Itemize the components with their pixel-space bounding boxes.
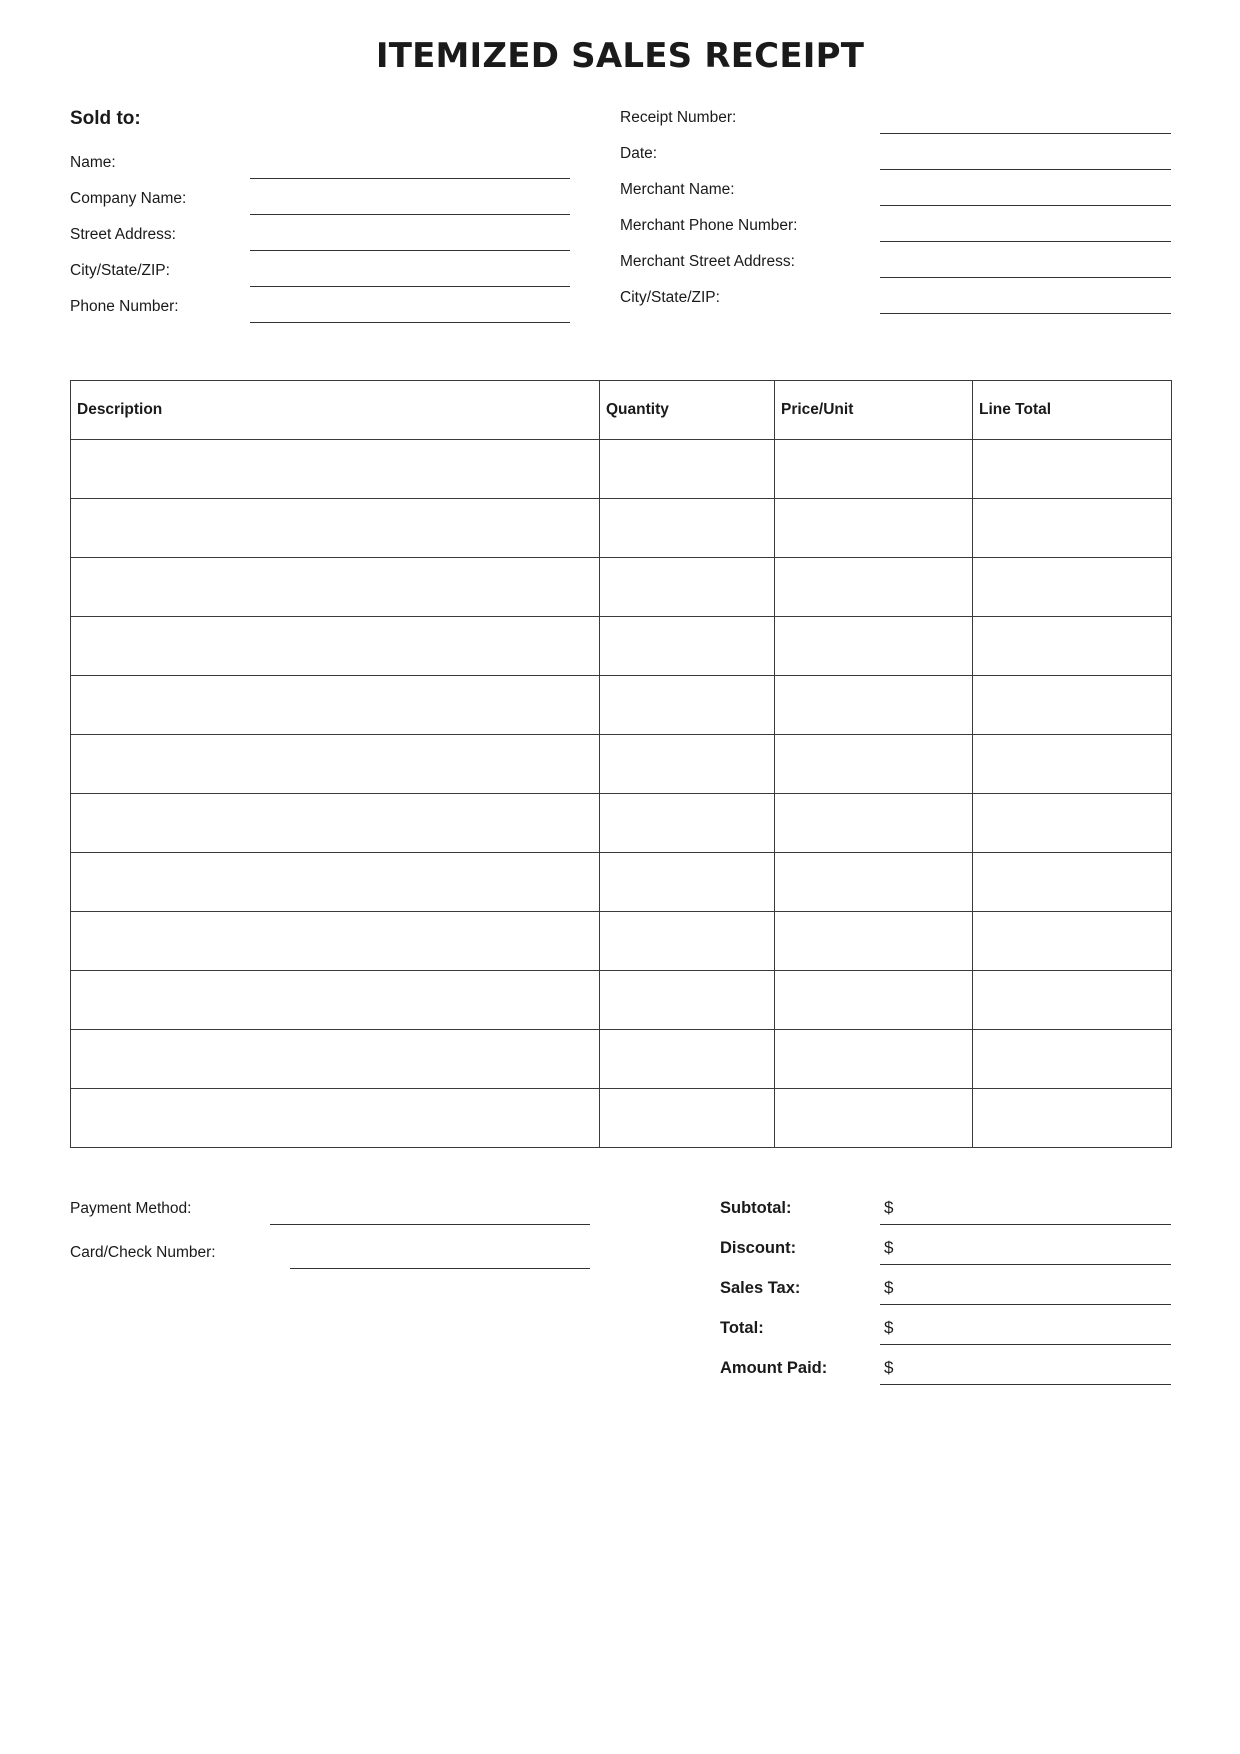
cell-quantity[interactable] <box>600 1030 775 1089</box>
cell-description[interactable] <box>71 440 600 499</box>
cell-price-unit[interactable] <box>775 1030 973 1089</box>
amount-paid-label: Amount Paid: <box>720 1359 828 1377</box>
total-label: Total: <box>720 1319 764 1337</box>
table-row <box>71 853 1172 912</box>
cell-quantity[interactable] <box>600 440 775 499</box>
sold-to-city-field[interactable] <box>250 286 570 287</box>
total-currency: $ <box>884 1318 894 1337</box>
sales-tax-currency: $ <box>884 1278 894 1297</box>
cell-price-unit[interactable] <box>775 735 973 794</box>
sold-to-city-label: City/State/ZIP: <box>70 262 170 279</box>
cell-price-unit[interactable] <box>775 499 973 558</box>
sold-to-name-field[interactable] <box>250 178 570 179</box>
merchant-phone-label: Merchant Phone Number: <box>620 217 798 234</box>
table-row <box>71 499 1172 558</box>
cell-price-unit[interactable] <box>775 617 973 676</box>
table-row <box>71 617 1172 676</box>
column-header-description: Description <box>71 381 600 440</box>
receipt-number-label: Receipt Number: <box>620 109 737 126</box>
column-header-price-unit: Price/Unit <box>775 381 973 440</box>
cell-line-total[interactable] <box>973 676 1172 735</box>
cell-quantity[interactable] <box>600 794 775 853</box>
cell-line-total[interactable] <box>973 735 1172 794</box>
table-row <box>71 1089 1172 1148</box>
cell-description[interactable] <box>71 499 600 558</box>
cell-line-total[interactable] <box>973 617 1172 676</box>
merchant-street-label: Merchant Street Address: <box>620 253 795 270</box>
sold-to-street-field[interactable] <box>250 250 570 251</box>
amount-paid-field[interactable] <box>880 1384 1171 1385</box>
cell-quantity[interactable] <box>600 971 775 1030</box>
discount-field[interactable] <box>880 1264 1171 1265</box>
cell-quantity[interactable] <box>600 499 775 558</box>
merchant-street-field[interactable] <box>880 277 1171 278</box>
cell-price-unit[interactable] <box>775 440 973 499</box>
merchant-name-label: Merchant Name: <box>620 181 735 198</box>
receipt-number-field[interactable] <box>880 133 1171 134</box>
cell-line-total[interactable] <box>973 1089 1172 1148</box>
cell-description[interactable] <box>71 853 600 912</box>
cell-line-total[interactable] <box>973 912 1172 971</box>
cell-price-unit[interactable] <box>775 558 973 617</box>
cell-line-total[interactable] <box>973 971 1172 1030</box>
cell-price-unit[interactable] <box>775 794 973 853</box>
cell-quantity[interactable] <box>600 676 775 735</box>
sold-to-company-field[interactable] <box>250 214 570 215</box>
merchant-city-label: City/State/ZIP: <box>620 289 720 306</box>
cell-description[interactable] <box>71 735 600 794</box>
subtotal-field[interactable] <box>880 1224 1171 1225</box>
receipt-title: ITEMIZED SALES RECEIPT <box>375 36 865 76</box>
table-row <box>71 1030 1172 1089</box>
cell-description[interactable] <box>71 912 600 971</box>
merchant-name-field[interactable] <box>880 205 1171 206</box>
items-table-header-row <box>71 381 1172 440</box>
table-row <box>71 440 1172 499</box>
cell-line-total[interactable] <box>973 499 1172 558</box>
cell-quantity[interactable] <box>600 912 775 971</box>
table-row <box>71 971 1172 1030</box>
cell-description[interactable] <box>71 1030 600 1089</box>
table-row <box>71 676 1172 735</box>
cell-description[interactable] <box>71 617 600 676</box>
table-row <box>71 735 1172 794</box>
table-row <box>71 794 1172 853</box>
cell-description[interactable] <box>71 558 600 617</box>
sold-to-phone-field[interactable] <box>250 322 570 323</box>
cell-price-unit[interactable] <box>775 853 973 912</box>
cell-price-unit[interactable] <box>775 1089 973 1148</box>
subtotal-label: Subtotal: <box>720 1199 792 1217</box>
sold-to-heading: Sold to: <box>70 108 141 129</box>
table-row <box>71 912 1172 971</box>
subtotal-currency: $ <box>884 1198 894 1217</box>
cell-quantity[interactable] <box>600 735 775 794</box>
cell-description[interactable] <box>71 794 600 853</box>
card-check-number-label: Card/Check Number: <box>70 1244 216 1261</box>
cell-description[interactable] <box>71 676 600 735</box>
sold-to-phone-label: Phone Number: <box>70 298 179 315</box>
column-header-line-total: Line Total <box>973 381 1172 440</box>
cell-line-total[interactable] <box>973 558 1172 617</box>
cell-line-total[interactable] <box>973 853 1172 912</box>
sold-to-street-label: Street Address: <box>70 226 176 243</box>
sold-to-company-label: Company Name: <box>70 190 187 207</box>
payment-method-label: Payment Method: <box>70 1200 192 1217</box>
sales-tax-field[interactable] <box>880 1304 1171 1305</box>
cell-line-total[interactable] <box>973 440 1172 499</box>
discount-currency: $ <box>884 1238 894 1257</box>
cell-description[interactable] <box>71 1089 600 1148</box>
date-field[interactable] <box>880 169 1171 170</box>
column-header-quantity: Quantity <box>600 381 775 440</box>
payment-method-field[interactable] <box>270 1224 590 1225</box>
cell-line-total[interactable] <box>973 1030 1172 1089</box>
sold-to-name-label: Name: <box>70 154 116 171</box>
cell-price-unit[interactable] <box>775 676 973 735</box>
discount-label: Discount: <box>720 1239 797 1257</box>
merchant-phone-field[interactable] <box>880 241 1171 242</box>
merchant-city-field[interactable] <box>880 313 1171 314</box>
cell-quantity[interactable] <box>600 558 775 617</box>
cell-price-unit[interactable] <box>775 912 973 971</box>
table-row <box>71 558 1172 617</box>
cell-quantity[interactable] <box>600 617 775 676</box>
cell-quantity[interactable] <box>600 1089 775 1148</box>
cell-price-unit[interactable] <box>775 971 973 1030</box>
cell-line-total[interactable] <box>973 794 1172 853</box>
cell-description[interactable] <box>71 971 600 1030</box>
amount-paid-currency: $ <box>884 1358 894 1377</box>
sales-tax-label: Sales Tax: <box>720 1279 801 1297</box>
items-table <box>70 380 1172 1148</box>
cell-quantity[interactable] <box>600 853 775 912</box>
total-field[interactable] <box>880 1344 1171 1345</box>
date-label: Date: <box>620 145 658 162</box>
card-check-number-field[interactable] <box>290 1268 590 1269</box>
